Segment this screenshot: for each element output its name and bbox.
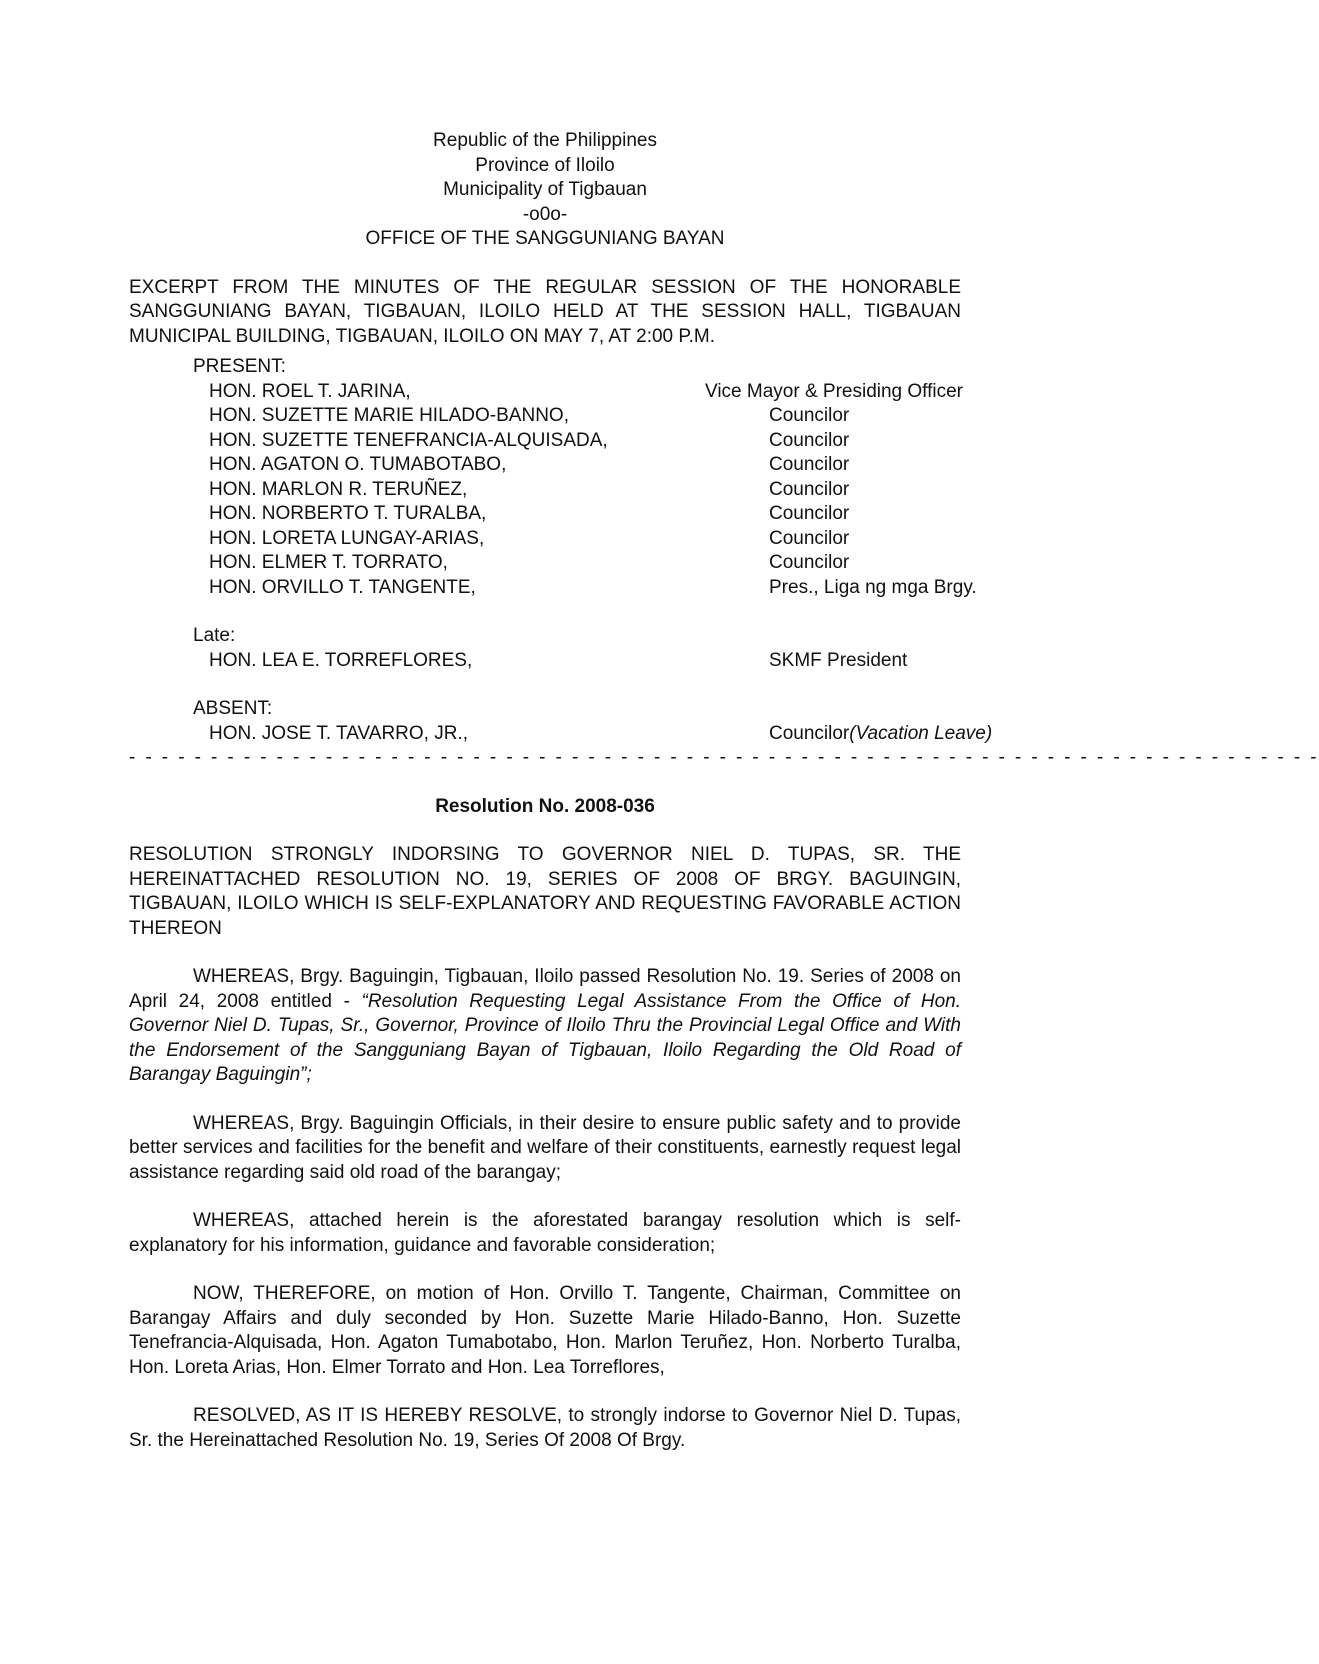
header-municipality: Municipality of Tigbauan — [443, 179, 647, 200]
spacer — [193, 600, 961, 624]
excerpt-paragraph: EXCERPT FROM THE MINUTES OF THE REGULAR SESSION OF THE HONORABLE SANGGUNIANG BAYAN, TIGBAUAN, ILOILO HELD AT THE SESSION HALL, TIGBAUAN MUNICIPAL BUILDING, TIGBAUAN, ILOILO ON MAY 7, AT 2:00 P.M. — [129, 276, 961, 347]
separator-line: - - - - - - - - - - - - - - - - - - - - - - - - - - - - - - - - - - - - - - - - - - - - - - - - - - - - - - - - - - - - - - - - - - - - - - - - - — [129, 747, 1319, 768]
member-role-group — [769, 722, 992, 747]
member-role: Councilor — [769, 722, 850, 744]
attendance-row — [193, 404, 961, 429]
attendance-row — [193, 551, 961, 576]
attendance-row — [193, 429, 961, 454]
member-role: Councilor — [769, 405, 850, 426]
whereas-paragraph-1 — [129, 965, 961, 1088]
member-role: Councilor — [769, 527, 850, 549]
member-name: HON. JOSE T. TAVARRO, JR., — [209, 722, 469, 744]
attendance-row — [193, 649, 961, 674]
header-ornament: -o0o- — [522, 203, 568, 225]
member-role: Vice Mayor & Presiding Officer — [705, 380, 964, 402]
whereas-paragraph-3: WHEREAS, attached herein is the aforestated barangay resolution which is self-explanatory for his information, guidance and favorable consideration; — [129, 1210, 961, 1256]
member-role: Councilor — [769, 454, 850, 475]
member-role: SKMF President — [769, 649, 908, 671]
resolution-title: RESOLUTION STRONGLY INDORSING TO GOVERNOR NIEL D. TUPAS, SR. THE HEREINATTACHED RESOLUTION NO. 19, SERIES OF 2008 OF BRGY. BAGUINGIN, TIGBAUAN, ILOILO WHICH IS SELF-EXPLANATORY AND REQUESTING FAVORABLE ACTION THEREON — [129, 844, 961, 939]
header-province: Province of Iloilo — [475, 154, 615, 176]
attendance-section — [193, 355, 993, 746]
member-role: Councilor — [769, 552, 850, 573]
spacer — [193, 673, 961, 697]
member-name: HON. MARLON R. TERUÑEZ, — [209, 478, 468, 500]
whereas-1-quoted-title: “Resolution Requesting Legal Assistance From the Office of Hon. Governor Niel D. Tupas, Sr., Governor, Province of Iloilo Thru the Provincial Legal Office and With the Endorsement of the Sangguniang Bayan of Tigbauan, Iloilo Regarding the Old Road of Barangay Baguingin”; — [129, 990, 961, 1085]
absent-label: ABSENT: — [193, 698, 273, 719]
attendance-row — [193, 576, 977, 601]
letterhead — [129, 129, 961, 252]
member-name: HON. NORBERTO T. TURALBA, — [209, 503, 487, 524]
resolution-number: Resolution No. 2008-036 — [435, 795, 655, 817]
member-name: HON. SUZETTE MARIE HILADO-BANNO, — [209, 405, 569, 426]
absence-note: (Vacation Leave) — [849, 722, 993, 744]
header-republic: Republic of the Philippines — [433, 130, 657, 151]
attendance-row — [193, 380, 964, 405]
member-name: HON. LEA E. TORREFLORES, — [209, 649, 473, 671]
member-name: HON. AGATON O. TUMABOTABO, — [209, 454, 507, 475]
member-name: HON. ELMER T. TORRATO, — [209, 552, 448, 573]
member-name: HON. LORETA LUNGAY-ARIAS, — [209, 527, 485, 549]
present-label: PRESENT: — [193, 356, 286, 377]
attendance-row — [193, 453, 961, 478]
header-office: OFFICE OF THE SANGGUNIANG BAYAN — [365, 228, 725, 249]
member-name: HON. ORVILLO T. TANGENTE, — [209, 576, 476, 598]
member-role: Councilor — [769, 478, 850, 500]
attendance-row — [193, 527, 961, 552]
member-role: Councilor — [769, 503, 850, 524]
member-name: HON. ROEL T. JARINA, — [209, 380, 411, 402]
whereas-paragraph-2: WHEREAS, Brgy. Baguingin Officials, in their desire to ensure public safety and to provide better services and facilities for the benefit and welfare of their constituents, earnestly request legal assistance regarding said old road of the barangay; — [129, 1112, 961, 1183]
whereas-1-text: WHEREAS, Brgy. Baguingin, Tigbauan, Iloilo passed Resolution No. 19. Series of 2008 on April 24, 2008 entitled - — [129, 966, 961, 1012]
document-content — [129, 129, 1319, 1453]
late-label: Late: — [193, 625, 236, 646]
member-name: HON. SUZETTE TENEFRANCIA-ALQUISADA, — [209, 429, 608, 451]
member-role: Pres., Liga ng mga Brgy. — [769, 576, 977, 598]
resolved-paragraph: RESOLVED, AS IT IS HEREBY RESOLVE, to strongly indorse to Governor Niel D. Tupas, Sr. the Hereinattached Resolution No. 19, Series Of 2008 Of Brgy. — [129, 1405, 961, 1451]
attendance-row — [193, 502, 961, 527]
attendance-row — [193, 722, 993, 747]
now-therefore-paragraph: NOW, THEREFORE, on motion of Hon. Orvillo T. Tangente, Chairman, Committee on Barangay Affairs and duly seconded by Hon. Suzette Marie Hilado-Banno, Hon. Suzette Tenefrancia-Alquisada, Hon. Agaton Tumabotabo, Hon. Marlon Teruñez, Hon. Norberto Turalba, Hon. Loreta Arias, Hon. Elmer Torrato and Hon. Lea Torreflores, — [129, 1283, 961, 1378]
attendance-row — [193, 478, 961, 503]
member-role: Councilor — [769, 429, 850, 451]
